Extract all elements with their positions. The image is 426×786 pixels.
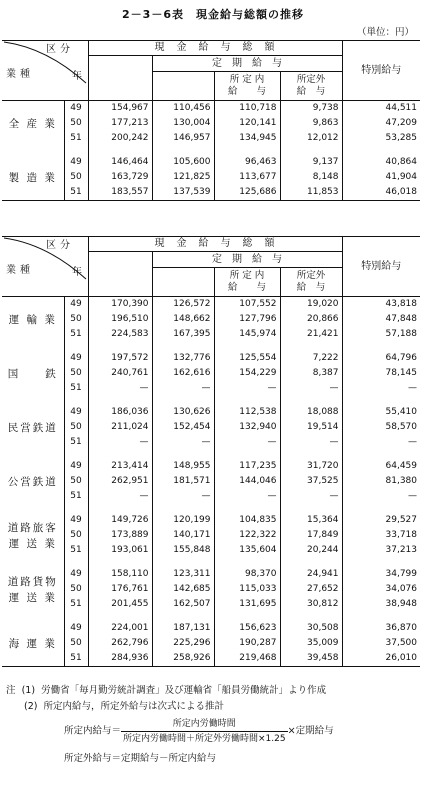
table-row — [2, 405, 420, 420]
industry-label-line: 運 送 業 — [8, 537, 57, 550]
group-spacer — [2, 450, 420, 459]
scheduled-cell: 104,835 — [214, 513, 280, 528]
regular-cell: 148,955 — [152, 459, 214, 474]
unit-label: （単位：円） — [356, 27, 414, 38]
header-teiki: 定 期 給 与 — [152, 252, 342, 268]
table-row — [2, 297, 420, 313]
year-cell: 49 — [64, 351, 88, 366]
special-cell: 53,285 — [342, 131, 420, 146]
overtime-cell: 20,244 — [280, 543, 342, 558]
header-nen: 年 — [72, 267, 82, 278]
scheduled-cell: — — [214, 381, 280, 396]
special-cell: 34,076 — [342, 582, 420, 597]
regular-cell: 142,685 — [152, 582, 214, 597]
header-shoteinai-2: 給 与 — [227, 86, 266, 97]
regular-cell: 162,616 — [152, 366, 214, 381]
year-cell: 49 — [64, 621, 88, 636]
scheduled-cell: 96,463 — [214, 155, 280, 170]
header-genkin: 現 金 給 与 総 額 — [88, 40, 342, 56]
total-cell: 170,390 — [88, 297, 152, 313]
scheduled-cell: 117,235 — [214, 459, 280, 474]
scheduled-cell: 145,974 — [214, 327, 280, 342]
scheduled-cell: 125,554 — [214, 351, 280, 366]
overtime-cell: 19,514 — [280, 420, 342, 435]
scheduled-cell: 113,677 — [214, 170, 280, 185]
industry-label-line: 海 運 業 — [8, 637, 57, 650]
table-2-header-row-1 — [2, 236, 420, 252]
industry-label-line: 運 送 業 — [8, 591, 57, 604]
overtime-cell: 19,020 — [280, 297, 342, 313]
header-nen: 年 — [72, 71, 82, 82]
industry-label-line: 全 産 業 — [8, 117, 57, 130]
scheduled-cell: 115,033 — [214, 582, 280, 597]
regular-cell: — — [152, 489, 214, 504]
note-2-text: 所定内給与，所定外給与は次式による推計 — [43, 701, 225, 712]
special-cell: — — [342, 435, 420, 450]
regular-cell: 121,825 — [152, 170, 214, 185]
table-row — [2, 420, 420, 435]
special-cell: — — [342, 489, 420, 504]
formula-2: 所定外給与＝定期給与－所定内給与 — [64, 753, 217, 764]
regular-cell: 148,662 — [152, 312, 214, 327]
formula-1-rhs: ×定期給与 — [287, 725, 334, 737]
special-cell: 64,459 — [342, 459, 420, 474]
overtime-cell: — — [280, 381, 342, 396]
overtime-cell: 35,009 — [280, 636, 342, 651]
header-shoteigai-2: 給 与 — [296, 86, 326, 97]
year-cell: 49 — [64, 405, 88, 420]
industry-label-line: 道路貨物 — [7, 575, 58, 588]
scheduled-cell: 132,940 — [214, 420, 280, 435]
header-kubun: 区分 — [46, 44, 74, 55]
special-cell: 81,380 — [342, 474, 420, 489]
regular-cell: 140,171 — [152, 528, 214, 543]
corner-cell — [2, 40, 88, 101]
industry-label-line: 民営鉄道 — [7, 421, 58, 434]
table-row — [2, 131, 420, 146]
year-cell: 49 — [64, 155, 88, 170]
formula-numerator: 所定内労働時間 — [121, 717, 288, 732]
formula-denominator: 所定内労働時間＋所定外労働時間×1.25 — [123, 734, 286, 744]
header-gyoshu: 業種 — [6, 69, 34, 80]
formula-1 — [64, 717, 334, 746]
overtime-cell: 30,812 — [280, 597, 342, 612]
scheduled-cell: 98,370 — [214, 567, 280, 582]
total-cell: 158,110 — [88, 567, 152, 582]
scheduled-cell: 122,322 — [214, 528, 280, 543]
total-cell: 177,213 — [88, 116, 152, 131]
industry-label-line: 公営鉄道 — [7, 475, 58, 488]
table-row — [2, 101, 420, 117]
table-row — [2, 459, 420, 474]
note-1-text: 労働省「毎月勤労統計調査」及び運輸省「船員労働統計」より作成 — [41, 685, 327, 696]
wage-table-2 — [2, 236, 420, 666]
table-row — [2, 170, 420, 185]
scheduled-cell: 120,141 — [214, 116, 280, 131]
special-cell: 58,570 — [342, 420, 420, 435]
regular-cell: 123,311 — [152, 567, 214, 582]
regular-cell: 152,454 — [152, 420, 214, 435]
year-cell: 51 — [64, 543, 88, 558]
year-cell: 50 — [64, 170, 88, 185]
regular-cell: 181,571 — [152, 474, 214, 489]
scheduled-cell: 144,046 — [214, 474, 280, 489]
overtime-cell: 12,012 — [280, 131, 342, 146]
year-cell: 51 — [64, 381, 88, 396]
table-row — [2, 185, 420, 200]
special-cell: 78,145 — [342, 366, 420, 381]
regular-cell: 130,004 — [152, 116, 214, 131]
group-spacer — [2, 504, 420, 513]
table-row — [2, 435, 420, 450]
total-cell: 284,936 — [88, 651, 152, 666]
header-tokubetsu: 特別給与 — [342, 236, 420, 297]
year-cell: 49 — [64, 101, 88, 117]
table-1-header — [2, 40, 420, 101]
table-2-body — [2, 297, 420, 667]
overtime-cell: 21,421 — [280, 327, 342, 342]
overtime-cell: 8,387 — [280, 366, 342, 381]
total-cell: 193,061 — [88, 543, 152, 558]
corner-cell — [2, 236, 88, 297]
overtime-cell: 20,866 — [280, 312, 342, 327]
table-1-header-row-1 — [2, 40, 420, 56]
overtime-cell: 37,525 — [280, 474, 342, 489]
industry-label — [2, 567, 64, 612]
industry-label — [2, 101, 64, 147]
scheduled-cell: 154,229 — [214, 366, 280, 381]
table-row — [2, 567, 420, 582]
total-cell: 154,967 — [88, 101, 152, 117]
overtime-cell: 11,853 — [280, 185, 342, 200]
special-cell: 37,500 — [342, 636, 420, 651]
note-2-mark: (2) — [24, 701, 38, 712]
year-cell: 51 — [64, 651, 88, 666]
year-cell: 50 — [64, 366, 88, 381]
table-1-body — [2, 101, 420, 201]
header-shoteigai-2: 給 与 — [296, 282, 326, 293]
special-cell: 38,948 — [342, 597, 420, 612]
total-cell: 197,572 — [88, 351, 152, 366]
regular-cell: 105,600 — [152, 155, 214, 170]
table-row — [2, 636, 420, 651]
regular-cell: 120,199 — [152, 513, 214, 528]
industry-label — [2, 621, 64, 666]
table-row — [2, 651, 420, 666]
table-row — [2, 312, 420, 327]
overtime-cell: 24,941 — [280, 567, 342, 582]
total-cell: 163,729 — [88, 170, 152, 185]
scheduled-cell: 110,718 — [214, 101, 280, 117]
overtime-cell: 39,458 — [280, 651, 342, 666]
regular-cell: 258,926 — [152, 651, 214, 666]
regular-cell: 155,848 — [152, 543, 214, 558]
total-cell: 186,036 — [88, 405, 152, 420]
total-cell: 149,726 — [88, 513, 152, 528]
total-cell: — — [88, 435, 152, 450]
table-row — [2, 597, 420, 612]
table-top-rule — [2, 236, 420, 237]
special-cell: 57,188 — [342, 327, 420, 342]
overtime-cell: — — [280, 489, 342, 504]
year-cell: 51 — [64, 131, 88, 146]
table-title: 2－3－6表 現金給与総額の推移 — [122, 8, 304, 21]
overtime-cell: 7,222 — [280, 351, 342, 366]
special-cell: 55,410 — [342, 405, 420, 420]
header-shoteinai-2: 給 与 — [227, 282, 266, 293]
total-cell: — — [88, 381, 152, 396]
formula-1-lhs: 所定内給与＝ — [64, 725, 122, 737]
regular-cell: 130,626 — [152, 405, 214, 420]
table-bottom-rule — [2, 666, 420, 667]
header-shoteigai — [280, 72, 342, 101]
header-teiki: 定 期 給 与 — [152, 56, 342, 72]
scheduled-cell: 135,604 — [214, 543, 280, 558]
overtime-cell: 30,508 — [280, 621, 342, 636]
header-total-blank — [88, 56, 152, 101]
total-cell: 240,761 — [88, 366, 152, 381]
group-spacer — [2, 558, 420, 567]
group-spacer — [2, 342, 420, 351]
regular-cell: 126,572 — [152, 297, 214, 313]
table-row — [2, 381, 420, 396]
total-cell: 262,796 — [88, 636, 152, 651]
header-shoteigai — [280, 268, 342, 297]
table-row — [2, 513, 420, 528]
special-cell: 33,718 — [342, 528, 420, 543]
table-row — [2, 474, 420, 489]
scheduled-cell: 131,695 — [214, 597, 280, 612]
year-cell: 49 — [64, 459, 88, 474]
industry-label — [2, 297, 64, 343]
total-cell: 224,583 — [88, 327, 152, 342]
scheduled-cell: 190,287 — [214, 636, 280, 651]
year-cell: 50 — [64, 116, 88, 131]
year-cell: 49 — [64, 567, 88, 582]
header-tokubetsu: 特別給与 — [342, 40, 420, 101]
table-row — [2, 327, 420, 342]
table-row — [2, 351, 420, 366]
year-cell: 51 — [64, 327, 88, 342]
year-cell: 51 — [64, 185, 88, 200]
industry-label-line: 国 鉄 — [7, 367, 58, 380]
overtime-cell: 15,364 — [280, 513, 342, 528]
industry-label — [2, 155, 64, 200]
year-cell: 51 — [64, 435, 88, 450]
header-total-blank — [88, 252, 152, 297]
special-cell: 40,864 — [342, 155, 420, 170]
table-row — [2, 366, 420, 381]
industry-label — [2, 351, 64, 396]
special-cell: 44,511 — [342, 101, 420, 117]
table-top-rule — [2, 40, 420, 41]
year-cell: 50 — [64, 420, 88, 435]
total-cell: — — [88, 489, 152, 504]
year-cell: 50 — [64, 312, 88, 327]
special-cell: 37,213 — [342, 543, 420, 558]
scheduled-cell: 112,538 — [214, 405, 280, 420]
scheduled-cell: 134,945 — [214, 131, 280, 146]
overtime-cell: 9,863 — [280, 116, 342, 131]
year-cell: 51 — [64, 489, 88, 504]
total-cell: 224,001 — [88, 621, 152, 636]
table-2-header — [2, 236, 420, 297]
header-shoteinai-1: 所 定 内 — [229, 270, 265, 281]
scheduled-cell: 127,796 — [214, 312, 280, 327]
year-cell: 50 — [64, 474, 88, 489]
total-cell: 213,414 — [88, 459, 152, 474]
header-shoteinai — [214, 268, 280, 297]
total-cell: 196,510 — [88, 312, 152, 327]
year-cell: 50 — [64, 582, 88, 597]
scheduled-cell: 107,552 — [214, 297, 280, 313]
table-row — [2, 582, 420, 597]
year-cell: 50 — [64, 528, 88, 543]
special-cell: 36,870 — [342, 621, 420, 636]
overtime-cell: 9,738 — [280, 101, 342, 117]
table-row — [2, 116, 420, 131]
total-cell: 176,761 — [88, 582, 152, 597]
year-cell: 51 — [64, 597, 88, 612]
total-cell: 211,024 — [88, 420, 152, 435]
table-row — [2, 155, 420, 170]
group-spacer — [2, 396, 420, 405]
year-cell: 50 — [64, 636, 88, 651]
special-cell: 41,904 — [342, 170, 420, 185]
scheduled-cell: — — [214, 435, 280, 450]
header-regular-blank — [152, 268, 214, 297]
wage-table-1 — [2, 40, 420, 200]
table-bottom-rule — [2, 200, 420, 201]
scheduled-cell: 219,468 — [214, 651, 280, 666]
special-cell: 47,848 — [342, 312, 420, 327]
total-cell: 173,889 — [88, 528, 152, 543]
overtime-cell: 27,652 — [280, 582, 342, 597]
industry-label-line: 運 輸 業 — [8, 313, 57, 326]
table-row — [2, 528, 420, 543]
total-cell: 146,464 — [88, 155, 152, 170]
overtime-cell: 18,088 — [280, 405, 342, 420]
special-cell: 47,209 — [342, 116, 420, 131]
header-shoteinai — [214, 72, 280, 101]
total-cell: 200,242 — [88, 131, 152, 146]
header-shoteinai-1: 所 定 内 — [229, 74, 265, 85]
overtime-cell: 31,720 — [280, 459, 342, 474]
overtime-cell: 8,148 — [280, 170, 342, 185]
header-regular-blank — [152, 72, 214, 101]
table-row — [2, 621, 420, 636]
overtime-cell: 17,849 — [280, 528, 342, 543]
formula-fraction — [121, 717, 288, 746]
header-gyoshu: 業種 — [6, 265, 34, 276]
total-cell: 262,951 — [88, 474, 152, 489]
special-cell: — — [342, 381, 420, 396]
regular-cell: 132,776 — [152, 351, 214, 366]
special-cell: 43,818 — [342, 297, 420, 313]
year-cell: 49 — [64, 513, 88, 528]
special-cell: 29,527 — [342, 513, 420, 528]
header-kubun: 区分 — [46, 240, 74, 251]
year-cell: 49 — [64, 297, 88, 313]
header-genkin: 現 金 給 与 総 額 — [88, 236, 342, 252]
regular-cell: — — [152, 435, 214, 450]
overtime-cell: — — [280, 435, 342, 450]
regular-cell: 137,539 — [152, 185, 214, 200]
header-shoteigai-1: 所定外 — [296, 74, 326, 85]
overtime-cell: 9,137 — [280, 155, 342, 170]
regular-cell: 146,957 — [152, 131, 214, 146]
group-spacer — [2, 146, 420, 155]
special-cell: 46,018 — [342, 185, 420, 200]
note-1-mark: (1) — [21, 685, 36, 696]
total-cell: 183,557 — [88, 185, 152, 200]
scheduled-cell: — — [214, 489, 280, 504]
regular-cell: 162,507 — [152, 597, 214, 612]
regular-cell: 110,456 — [152, 101, 214, 117]
scheduled-cell: 125,686 — [214, 185, 280, 200]
notes-label: 注 — [6, 685, 16, 696]
regular-cell: — — [152, 381, 214, 396]
industry-label-line: 道路旅客 — [7, 521, 58, 534]
special-cell: 26,010 — [342, 651, 420, 666]
industry-label — [2, 513, 64, 558]
industry-label — [2, 405, 64, 450]
header-shoteigai-1: 所定外 — [296, 270, 326, 281]
special-cell: 34,799 — [342, 567, 420, 582]
group-spacer — [2, 612, 420, 621]
scheduled-cell: 156,623 — [214, 621, 280, 636]
industry-label-line: 製 造 業 — [8, 171, 57, 184]
table-row — [2, 489, 420, 504]
industry-label — [2, 459, 64, 504]
table-row — [2, 543, 420, 558]
regular-cell: 225,296 — [152, 636, 214, 651]
regular-cell: 187,131 — [152, 621, 214, 636]
special-cell: 64,796 — [342, 351, 420, 366]
total-cell: 201,455 — [88, 597, 152, 612]
regular-cell: 167,395 — [152, 327, 214, 342]
